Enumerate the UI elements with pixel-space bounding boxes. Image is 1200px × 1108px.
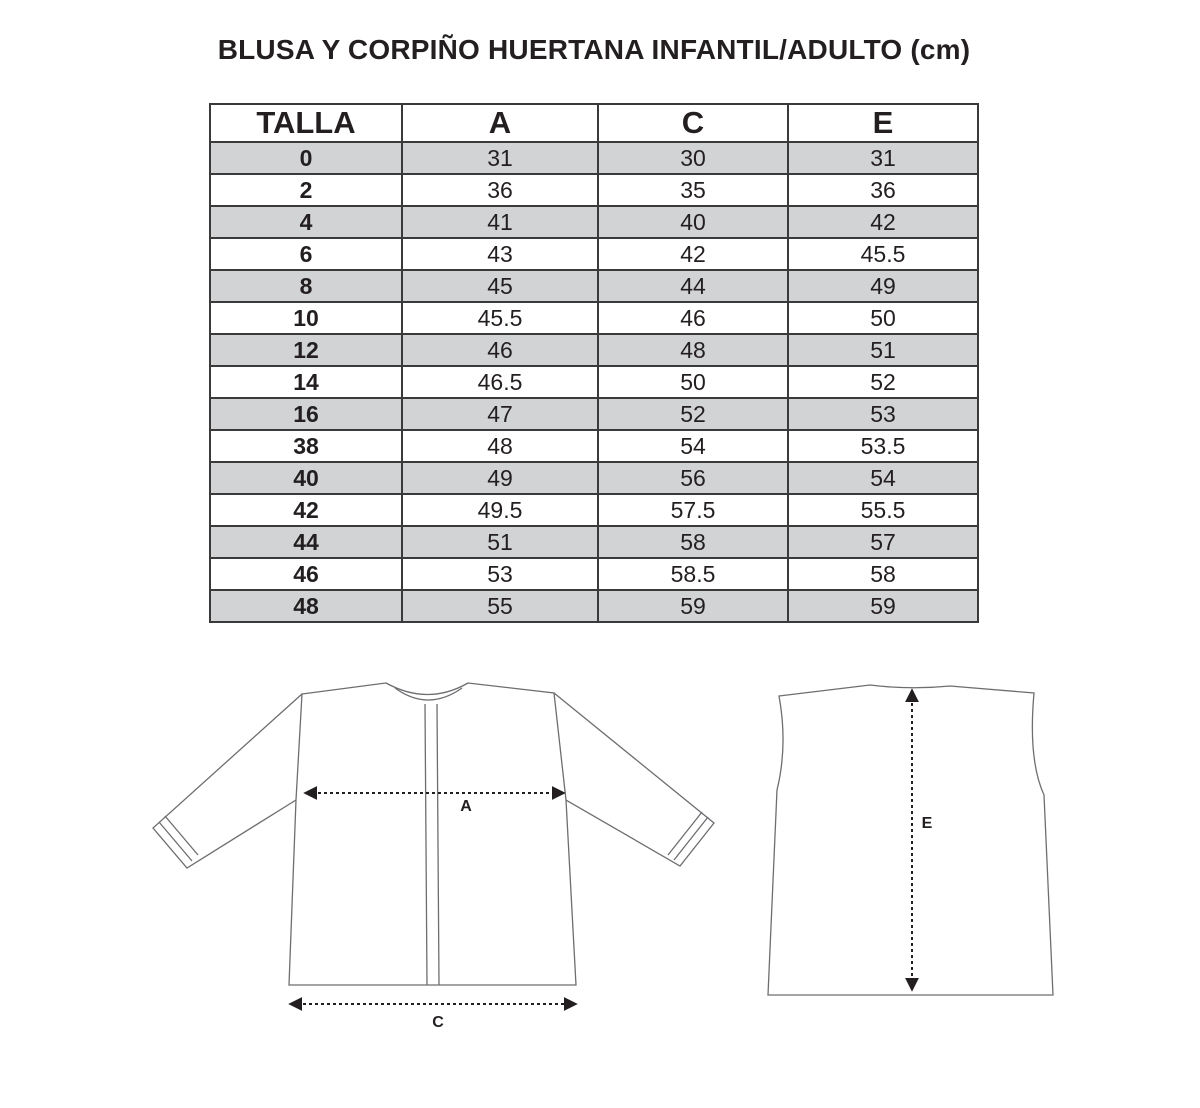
header-talla: TALLA — [210, 104, 402, 142]
bodice-outline — [768, 685, 1053, 995]
cell-e: 53 — [788, 398, 978, 430]
cell-e: 51 — [788, 334, 978, 366]
cell-a: 45.5 — [402, 302, 598, 334]
cell-a: 55 — [402, 590, 598, 622]
cell-talla: 4 — [210, 206, 402, 238]
dimension-e-label: E — [921, 815, 933, 832]
blouse-right-cuff — [668, 812, 708, 860]
cell-talla: 38 — [210, 430, 402, 462]
cell-talla: 40 — [210, 462, 402, 494]
cell-c: 44 — [598, 270, 788, 302]
cell-talla: 8 — [210, 270, 402, 302]
cell-a: 45 — [402, 270, 598, 302]
cell-c: 58 — [598, 526, 788, 558]
cell-a: 48 — [402, 430, 598, 462]
cell-a: 36 — [402, 174, 598, 206]
cell-a: 46.5 — [402, 366, 598, 398]
cell-talla: 0 — [210, 142, 402, 174]
cell-a: 49.5 — [402, 494, 598, 526]
cell-a: 46 — [402, 334, 598, 366]
cell-e: 52 — [788, 366, 978, 398]
cell-e: 36 — [788, 174, 978, 206]
cell-talla: 14 — [210, 366, 402, 398]
cell-e: 50 — [788, 302, 978, 334]
cell-talla: 48 — [210, 590, 402, 622]
dimension-a-label: A — [460, 798, 472, 815]
cell-e: 58 — [788, 558, 978, 590]
cell-c: 59 — [598, 590, 788, 622]
page-title: BLUSA Y CORPIÑO HUERTANA INFANTIL/ADULTO (cm) — [217, 34, 971, 65]
dimension-c-label: C — [432, 1014, 444, 1031]
cell-talla: 44 — [210, 526, 402, 558]
cell-talla: 16 — [210, 398, 402, 430]
cell-e: 53.5 — [788, 430, 978, 462]
header-e: E — [788, 104, 978, 142]
cell-c: 57.5 — [598, 494, 788, 526]
blouse-placket-left — [425, 704, 427, 985]
blouse-left-cuff — [159, 816, 198, 861]
blouse-placket-right — [437, 704, 439, 985]
cell-a: 49 — [402, 462, 598, 494]
cell-c: 48 — [598, 334, 788, 366]
cell-e: 31 — [788, 142, 978, 174]
cell-e: 59 — [788, 590, 978, 622]
blouse-body-outline — [289, 683, 576, 985]
cell-e: 54 — [788, 462, 978, 494]
cell-c: 54 — [598, 430, 788, 462]
cell-talla: 46 — [210, 558, 402, 590]
cell-talla: 12 — [210, 334, 402, 366]
header-a: A — [402, 104, 598, 142]
cell-e: 45.5 — [788, 238, 978, 270]
cell-c: 56 — [598, 462, 788, 494]
cell-talla: 10 — [210, 302, 402, 334]
cell-talla: 6 — [210, 238, 402, 270]
header-c: C — [598, 104, 788, 142]
cell-talla: 2 — [210, 174, 402, 206]
cell-a: 41 — [402, 206, 598, 238]
cell-a: 51 — [402, 526, 598, 558]
cell-c: 52 — [598, 398, 788, 430]
blouse-drawing — [153, 683, 714, 985]
cell-talla: 42 — [210, 494, 402, 526]
cell-c: 42 — [598, 238, 788, 270]
cell-c: 46 — [598, 302, 788, 334]
cell-a: 31 — [402, 142, 598, 174]
cell-a: 43 — [402, 238, 598, 270]
cell-c: 40 — [598, 206, 788, 238]
cell-c: 58.5 — [598, 558, 788, 590]
cell-e: 57 — [788, 526, 978, 558]
cell-e: 42 — [788, 206, 978, 238]
cell-e: 55.5 — [788, 494, 978, 526]
cell-c: 30 — [598, 142, 788, 174]
cell-c: 50 — [598, 366, 788, 398]
cell-a: 53 — [402, 558, 598, 590]
cell-a: 47 — [402, 398, 598, 430]
cell-e: 49 — [788, 270, 978, 302]
cell-c: 35 — [598, 174, 788, 206]
